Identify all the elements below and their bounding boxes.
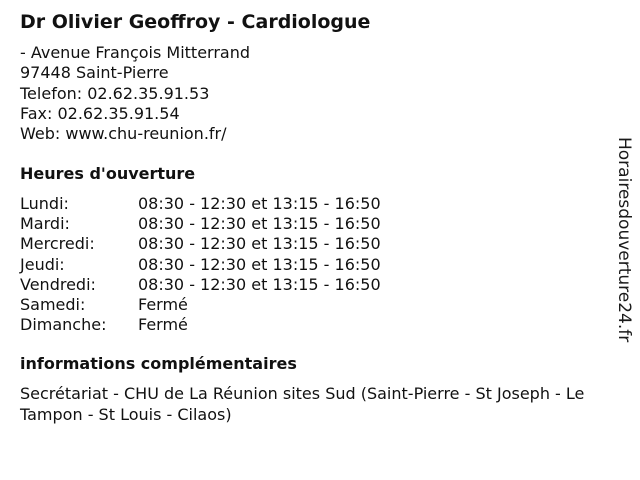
hours-row-monday <box>20 194 381 214</box>
hours-row-wednesday <box>20 234 381 254</box>
fax-number: Fax: 02.62.35.91.54 <box>20 103 180 123</box>
hours-row-saturday <box>20 295 381 315</box>
day-label: Vendredi: <box>20 274 96 294</box>
address-street: - Avenue François Mitterrand <box>20 43 251 62</box>
site-watermark: Horairesdouverture24.fr <box>614 137 634 343</box>
hours-heading: Heures d'ouverture <box>20 164 196 183</box>
hours-row-sunday <box>20 315 381 335</box>
page-title: Dr Olivier Geoffroy - Cardiologue <box>20 11 371 33</box>
day-label: Dimanche: <box>20 315 107 335</box>
time-value: Fermé <box>138 315 188 335</box>
info-text: Secrétariat - CHU de La Réunion sites Sud (Saint-Pierre - St Joseph - Le Tampon - St Louis - Cilaos) <box>20 384 585 424</box>
hours-table <box>20 194 381 335</box>
hours-row-tuesday <box>20 214 381 234</box>
day-label: Lundi: <box>20 194 69 213</box>
time-value: 08:30 - 12:30 et 13:15 - 16:50 <box>138 254 381 274</box>
day-label: Jeudi: <box>20 254 65 274</box>
day-label: Mardi: <box>20 214 70 234</box>
time-value: 08:30 - 12:30 et 13:15 - 16:50 <box>138 194 381 213</box>
time-value: 08:30 - 12:30 et 13:15 - 16:50 <box>138 234 381 254</box>
day-label: Mercredi: <box>20 234 95 254</box>
info-heading: informations complémentaires <box>20 354 297 373</box>
address-block <box>20 43 250 144</box>
address-city: 97448 Saint-Pierre <box>20 63 169 83</box>
website-link[interactable]: Web: www.chu-reunion.fr/ <box>20 124 227 144</box>
phone-number: Telefon: 02.62.35.91.53 <box>20 83 210 103</box>
hours-row-friday <box>20 275 381 295</box>
time-value: 08:30 - 12:30 et 13:15 - 16:50 <box>138 214 381 234</box>
hours-row-thursday <box>20 255 381 275</box>
time-value: 08:30 - 12:30 et 13:15 - 16:50 <box>138 274 381 294</box>
day-label: Samedi: <box>20 294 86 314</box>
time-value: Fermé <box>138 294 188 314</box>
